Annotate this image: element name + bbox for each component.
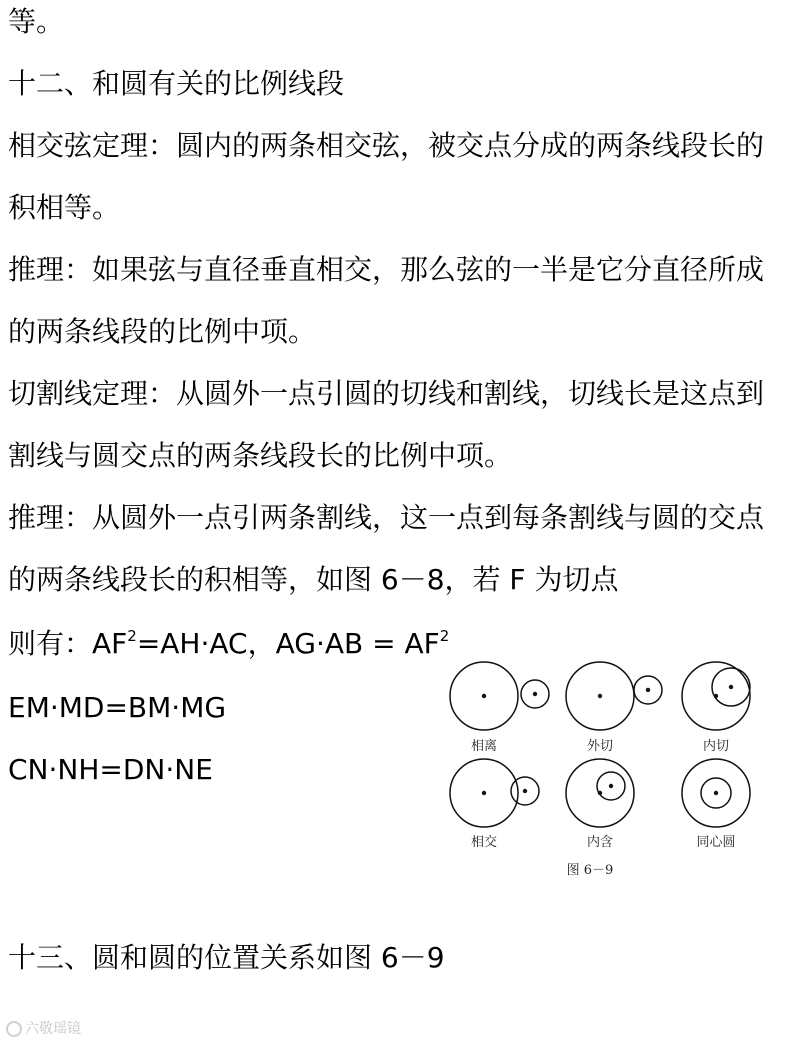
section-heading-13: 十三、圆和圆的位置关系如图 6－9 <box>8 941 445 974</box>
circle-relations-figure <box>440 660 770 885</box>
center-dot <box>729 685 733 689</box>
center-dot <box>646 688 650 692</box>
center-dot <box>482 791 486 795</box>
text-line-3: 相交弦定理：圆内的两条相交弦，被交点分成的两条线段长的 <box>8 129 765 162</box>
center-dot <box>533 692 537 696</box>
text-line-5: 推理：如果弦与直径垂直相交，那么弦的一半是它分直径所成 <box>8 253 765 286</box>
superscript-2: 2 <box>439 627 450 645</box>
watermark-logo-icon <box>6 1021 22 1037</box>
center-dot <box>482 694 486 698</box>
formula-line-1 <box>8 626 449 662</box>
section-heading-12: 十二、和圆有关的比例线段 <box>8 67 345 100</box>
superscript-1: 2 <box>127 627 137 645</box>
text-line-10: 的两条线段长的积相等，如图 6－8，若 F 为切点 <box>8 563 619 596</box>
center-dot <box>714 694 718 698</box>
text-line-6: 的两条线段的比例中项。 <box>8 315 317 348</box>
formula-part-b: =AH·AC，AG·AB = AF <box>136 627 440 660</box>
label-contain: 内含 <box>586 835 614 850</box>
label-intersect: 相交 <box>470 835 498 850</box>
text-line-1: 等。 <box>8 5 65 38</box>
watermark-text: 六敬瑶镜 <box>25 1021 81 1037</box>
center-dot <box>523 789 527 793</box>
center-dot <box>609 784 613 788</box>
figure-caption: 图 6－9 <box>566 863 614 878</box>
label-concentric: 同心圆 <box>696 835 736 850</box>
label-internal: 内切 <box>702 739 730 754</box>
text-line-4: 积相等。 <box>8 191 121 224</box>
center-dot <box>598 791 602 795</box>
text-line-8: 割线与圆交点的两条线段长的比例中项。 <box>8 439 513 472</box>
formula-line-2: EM·MD=BM·MG <box>8 691 227 724</box>
text-line-9: 推理：从圆外一点引两条割线，这一点到每条割线与圆的交点 <box>8 501 765 534</box>
label-external: 外切 <box>586 739 614 754</box>
watermark <box>6 1018 81 1038</box>
text-line-7: 切割线定理：从圆外一点引圆的切线和割线，切线长是这点到 <box>8 377 765 410</box>
center-dot <box>598 694 602 698</box>
formula-part-a: 则有：AF <box>8 627 128 660</box>
formula-line-3: CN·NH=DN·NE <box>8 753 213 786</box>
center-dot <box>714 791 718 795</box>
label-separate: 相离 <box>470 739 498 754</box>
